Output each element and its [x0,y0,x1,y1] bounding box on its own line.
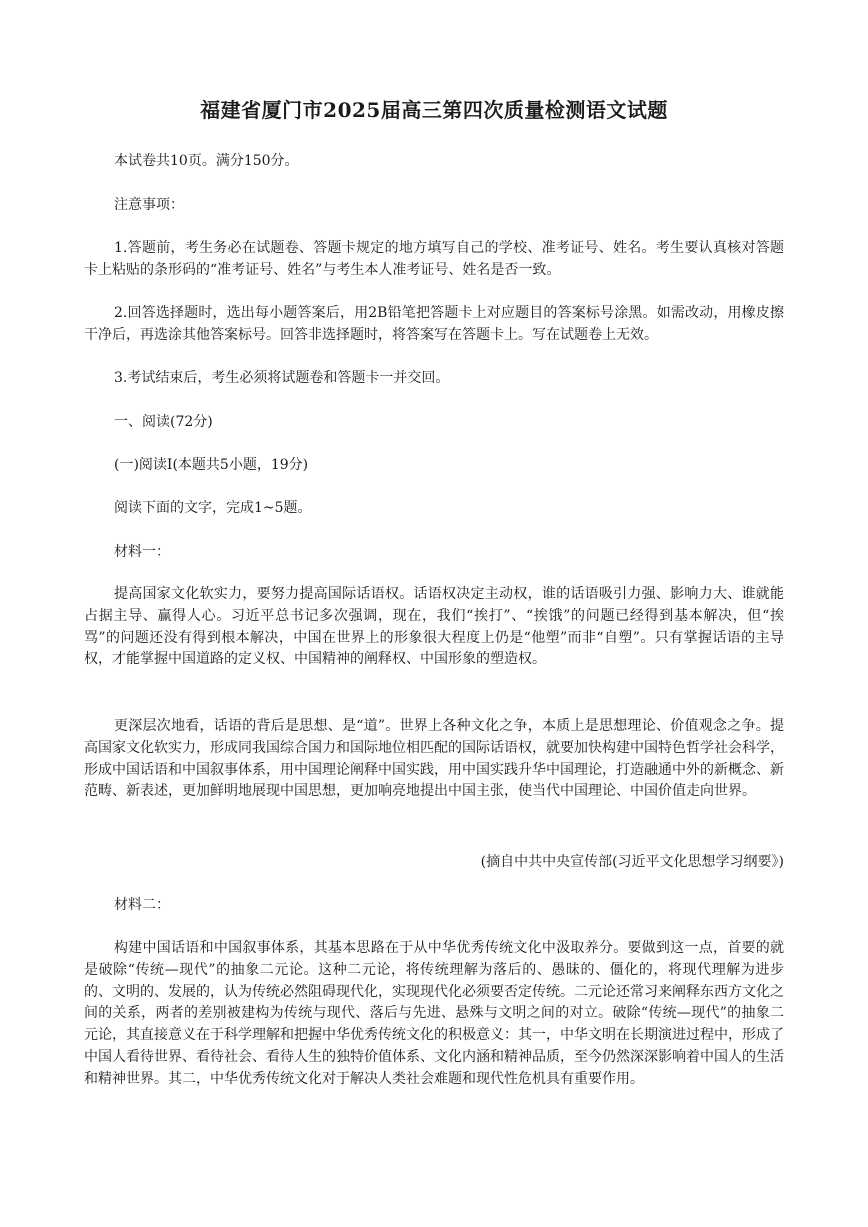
notice-item-3: 3.考试结束后，考生必须将试题卷和答题卡一并交回。 [114,370,450,386]
section-heading: 一、阅读(72分) [114,414,213,430]
material-1-paragraph-2: 更深层次地看，话语的背后是思想、是“道”。世界上各种文化之争，本质上是思想理论、价值观念之争。提高国家文化软实力，形成同我国综合国力和国际地位相匹配的国际话语权，就要加快构建中国特色哲学社会科学，形成中国话语和中国叙事体系，用中国理论阐释中国实践，用中国实践升华中国理论，打造融通中外的新概念、新范畴、新表述，更加鲜明地展现中国思想，更加响亮地提出中国主张，使当代中国理论、中国价值走向世界。 [84,718,784,800]
notice-heading: 注意事项： [114,197,184,213]
reading-instruction: 阅读下面的文字，完成1~5题。 [114,500,312,516]
subsection-heading: (一)阅读Ⅰ(本题共5小题，19分) [114,457,309,473]
material-1-source: (摘自中共中央宣传部(习近平文化思想学习纲要》) [480,854,784,870]
material-2-paragraph-1: 构建中国话语和中国叙事体系，其基本思路在于从中华优秀传统文化中汲取养分。要做到这一点，首要的就是破除“传统—现代”的抽象二元论。这种二元论，将传统理解为落后的、愚昧的、僵化的，将现代理解为进步的、文明的、发展的，认为传统必然阻碍现代化，实现现代化必须要否定传统。二元论还常习来阐释东西方文化之间的关系，两者的差别被建构为传统与现代、落后与先进、悬殊与文明之间的对立。破除“传统—现代”的抽象二元论，其直接意义在于科学理解和把握中华优秀传统文化的积极意义：其一，中华文明在长期演进过程中，形成了中国人看待世界、看待社会、看待人生的独特价值体系、文化内涵和精神品质，至今仍然深深影响着中国人的生活和精神世界。其二，中华优秀传统文化对于解决人类社会难题和现代性危机具有重要作用。 [84,940,784,1087]
material-2-label: 材料二： [114,897,170,913]
page-title: 福建省厦门市2025届高三第四次质量检测语文试题 [200,98,668,122]
intro-text: 本试卷共10页。满分150分。 [114,153,299,169]
notice-item-1: 1.答题前，考生务必在试题卷、答题卡规定的地方填写自己的学校、准考证号、姓名。考生要认真核对答题卡上粘贴的条形码的“准考证号、姓名”与考生本人准考证号、姓名是否一致。 [84,240,784,278]
material-1-paragraph-1: 提高国家文化软实力，要努力提高国际话语权。话语权决定主动权，谁的话语吸引力强、影响力大、谁就能占据主导、赢得人心。习近平总书记多次强调，现在，我们“挨打”、“挨饿”的问题已经得到基本解决，但“挨骂”的问题还没有得到根本解决，中国在世界上的形象很大程度上仍是“他塑”而非“自塑”。只有掌握话语的主导权，才能掌握中国道路的定义权、中国精神的阐释权、中国形象的塑造权。 [84,586,784,668]
material-1-label: 材料一： [114,544,170,560]
notice-item-2: 2.回答选择题时，选出每小题答案后，用2B铅笔把答题卡上对应题目的答案标号涂黑。如需改动，用橡皮擦干净后，再选涂其他答案标号。回答非选择题时，将答案写在答题卡上。写在试题卷上无效。 [84,305,784,343]
